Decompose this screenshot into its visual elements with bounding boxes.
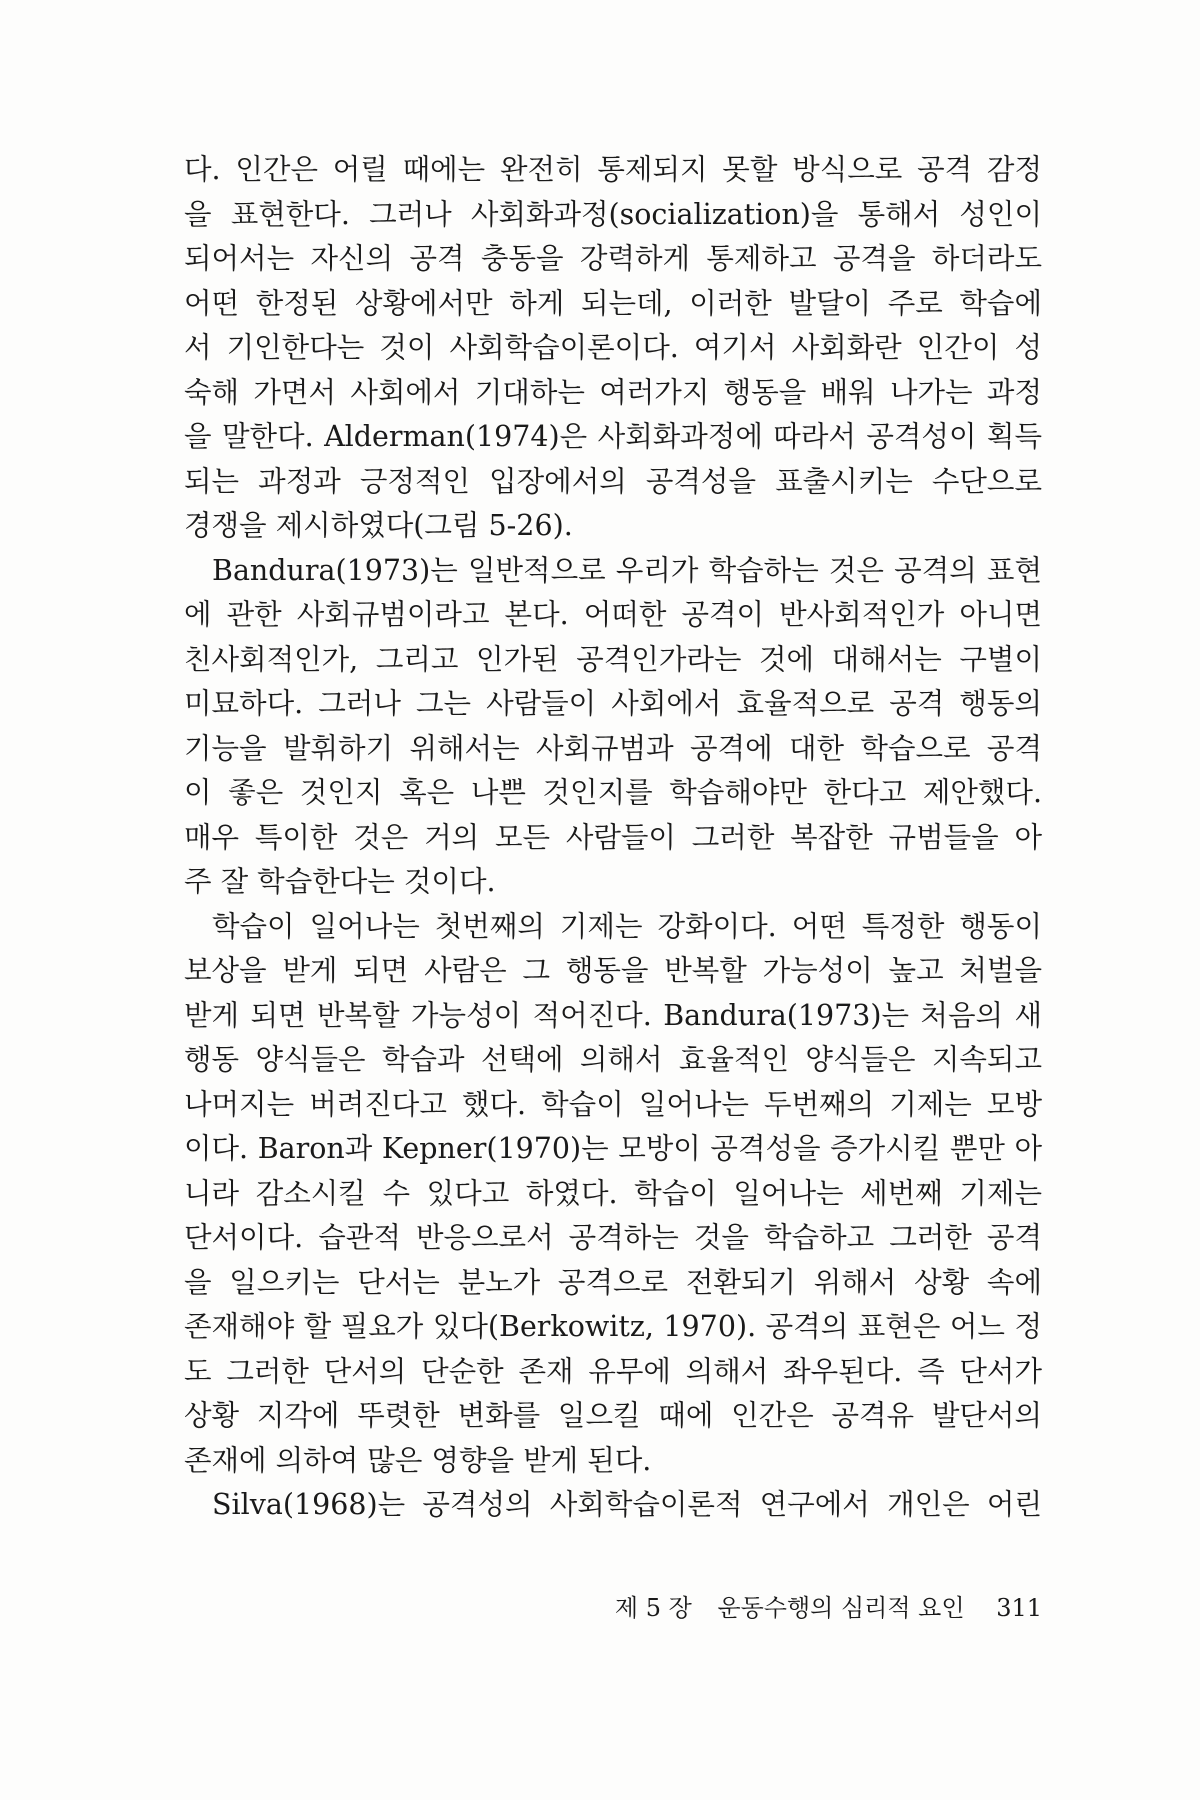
text-line: 도 그러한 단서의 단순한 존재 유무에 의해서 좌우된다. 즉 단서가 (184, 1354, 1042, 1388)
paragraph (184, 1483, 1042, 1528)
text-line: 기능을 발휘하기 위해서는 사회규범과 공격에 대한 학습으로 공격 (184, 731, 1042, 765)
text-line: 이다. Baron과 Kepner(1970)는 모방이 공격성을 증가시킬 뿐만 아 (184, 1132, 1042, 1165)
text-line: 주 잘 학습한다는 것이다. (184, 865, 496, 898)
text-line: 에 관한 사회규범이라고 본다. 어떠한 공격이 반사회적인가 아니면 (184, 598, 1042, 631)
page-number: 311 (996, 1594, 1042, 1622)
text-line: 을 일으키는 단서는 분노가 공격으로 전환되기 위해서 상황 속에 (184, 1265, 1042, 1299)
text-line: 서 기인한다는 것이 사회학습이론이다. 여기서 사회화란 인간이 성 (184, 331, 1042, 364)
text-line: 학습이 일어나는 첫번째의 기제는 강화이다. 어떤 특정한 행동이 (212, 909, 1042, 943)
text-line: 존재에 의하여 많은 영향을 받게 된다. (184, 1443, 652, 1477)
text-line: 을 표현한다. 그러나 사회화과정(socialization)을 통해서 성인이 (184, 197, 1042, 231)
text-line: 경쟁을 제시하였다(그림 5-26). (184, 509, 573, 542)
text-line: 니라 감소시킬 수 있다고 하였다. 학습이 일어나는 세번째 기제는 (184, 1176, 1042, 1210)
paragraph (184, 905, 1042, 1484)
text-line: 되는 과정과 긍정적인 입장에서의 공격성을 표출시키는 수단으로 (184, 464, 1042, 498)
text-line: Bandura(1973)는 일반적으로 우리가 학습하는 것은 공격의 표현 (212, 553, 1042, 587)
text-line: 어떤 한정된 상황에서만 하게 되는데, 이러한 발달이 주로 학습에 (184, 286, 1042, 320)
text-line: 행동 양식들은 학습과 선택에 의해서 효율적인 양식들은 지속되고 (184, 1043, 1042, 1076)
text-line: 숙해 가면서 사회에서 기대하는 여러가지 행동을 배워 나가는 과정 (184, 375, 1042, 409)
page-footer (615, 1592, 1042, 1624)
text-line: 상황 지각에 뚜렷한 변화를 일으킬 때에 인간은 공격유 발단서의 (184, 1399, 1042, 1432)
text-line: Silva(1968)는 공격성의 사회학습이론적 연구에서 개인은 어린 (212, 1488, 1042, 1521)
text-line: 보상을 받게 되면 사람은 그 행동을 반복할 가능성이 높고 처벌을 (184, 954, 1042, 987)
paragraph (184, 549, 1042, 905)
chapter-label: 제 5 장 (614, 1594, 692, 1622)
body-text (184, 148, 1042, 1528)
paragraph (184, 148, 1042, 549)
text-line: 이 좋은 것인지 혹은 나쁜 것인지를 학습해야만 한다고 제안했다. (184, 776, 1042, 809)
text-line: 단서이다. 습관적 반응으로서 공격하는 것을 학습하고 그러한 공격 (184, 1221, 1042, 1254)
chapter-title: 운동수행의 심리적 요인 (717, 1594, 965, 1622)
text-line: 미묘하다. 그러나 그는 사람들이 사회에서 효율적으로 공격 행동의 (184, 687, 1042, 720)
text-line: 을 말한다. Alderman(1974)은 사회화과정에 따라서 공격성이 획득 (184, 420, 1042, 453)
text-line: 존재해야 할 필요가 있다(Berkowitz, 1970). 공격의 표현은 어느 정 (184, 1310, 1042, 1343)
text-line: 받게 되면 반복할 가능성이 적어진다. Bandura(1973)는 처음의 새 (184, 998, 1042, 1032)
text-line: 나머지는 버려진다고 했다. 학습이 일어나는 두번째의 기제는 모방 (184, 1087, 1042, 1121)
text-line: 다. 인간은 어릴 때에는 완전히 통제되지 못할 방식으로 공격 감정 (184, 153, 1042, 186)
text-line: 친사회적인가, 그리고 인가된 공격인가라는 것에 대해서는 구별이 (184, 642, 1042, 676)
text-line: 되어서는 자신의 공격 충동을 강력하게 통제하고 공격을 하더라도 (184, 242, 1042, 275)
text-line: 매우 특이한 것은 거의 모든 사람들이 그러한 복잡한 규범들을 아 (184, 820, 1042, 854)
